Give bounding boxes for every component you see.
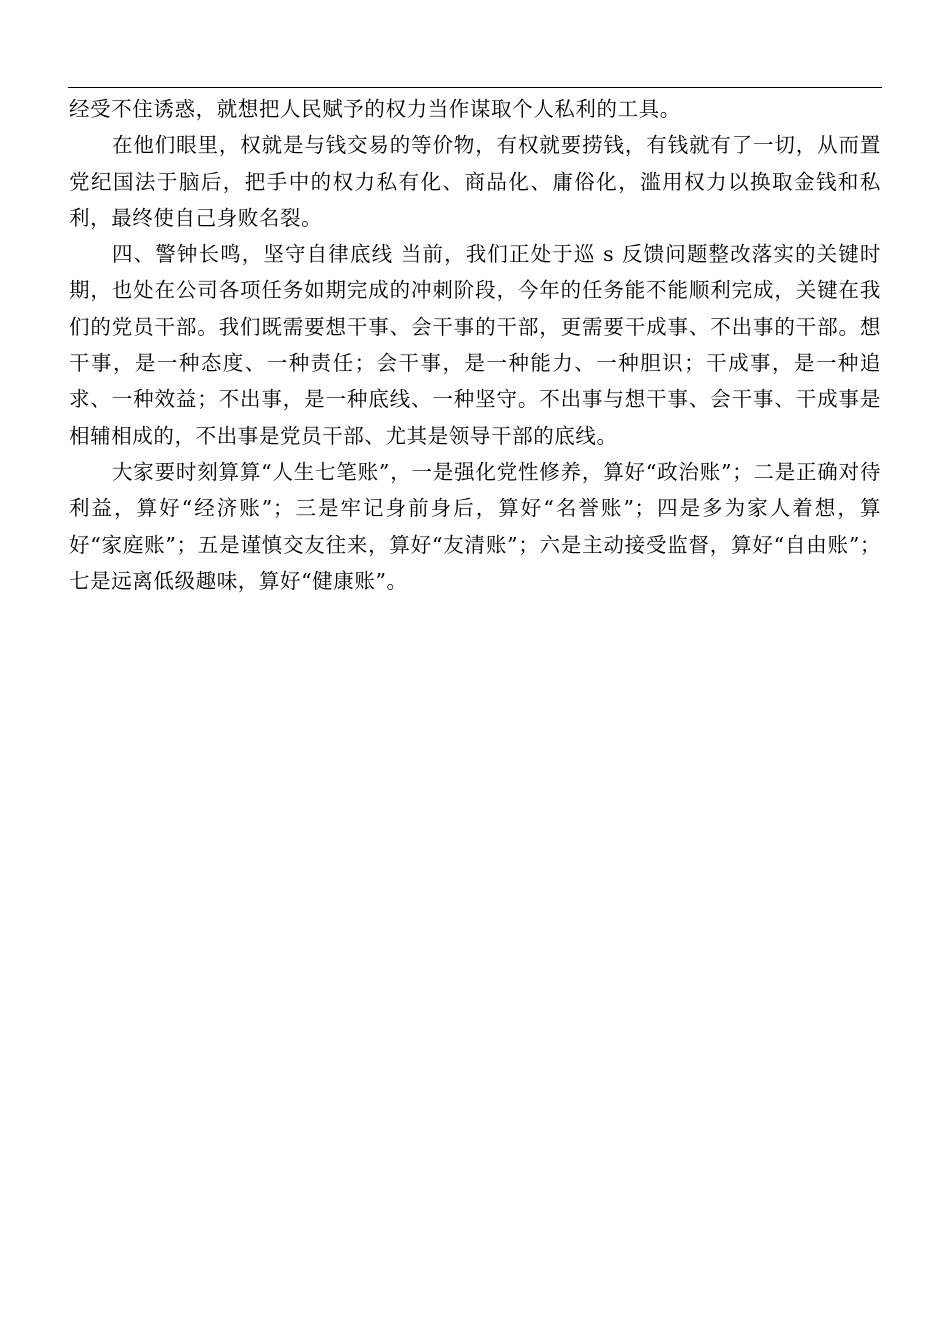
- document-body: [69, 91, 881, 599]
- header-rule: [68, 87, 882, 88]
- paragraph-section-four: 四、警钟长鸣，坚守自律底线 当前，我们正处于巡 s 反馈问题整改落实的关键时期，也处在公司各项任务如期完成的冲刺阶段，今年的任务能不能顺利完成，关键在我们的党员干部。我们既需要想干事、会干事的干部，更需要干成事、不出事的干部。想干事，是一种态度、一种责任；会干事，是一种能力、一种胆识；干成事，是一种追求、一种效益；不出事，是一种底线、一种坚守。不出事与想干事、会干事、干成事是相辅相成的，不出事是党员干部、尤其是领导干部的底线。: [69, 242, 881, 448]
- paragraph-seven-accounts: 大家要时刻算算“人生七笔账”，一是强化党性修养，算好“政治账”；二是正确对待利益，算好“经济账”；三是牢记身前身后，算好“名誉账”；四是多为家人着想，算好“家庭账”；五是谨慎交友往来，算好“友清账”；六是主动接受监督，算好“自由账”；七是远离低级趣味，算好“健康账”。: [69, 459, 881, 593]
- paragraph-power-money: 在他们眼里，权就是与钱交易的等价物，有权就要捞钱，有钱就有了一切，从而置党纪国法于脑后，把手中的权力私有化、商品化、庸俗化，滥用权力以换取金钱和私利，最终使自己身败名裂。: [69, 133, 881, 230]
- paragraph-continuation: 经受不住诱惑，就想把人民赋予的权力当作谋取个人私利的工具。: [69, 97, 681, 121]
